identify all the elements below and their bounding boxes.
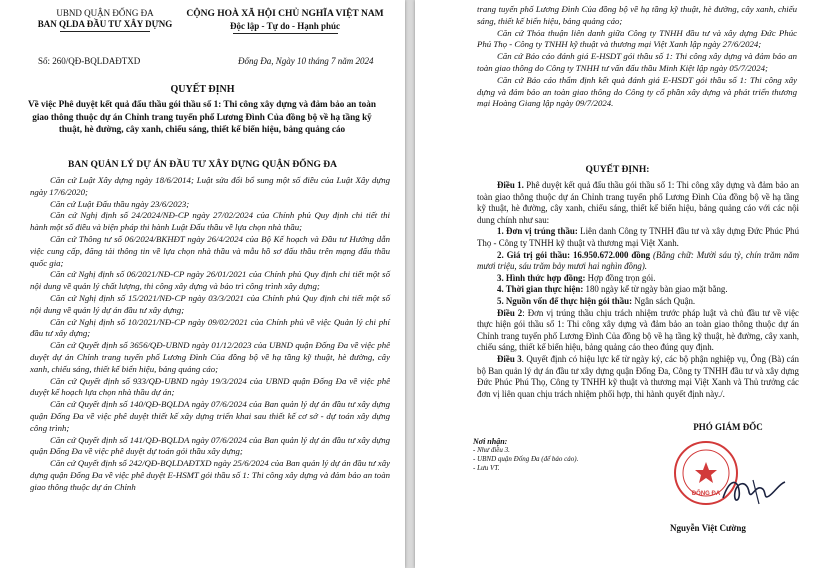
article-2-label: Điều 2 bbox=[497, 307, 523, 318]
item-label: 2. Giá trị gói thầu: 16.950.672.000 đồng bbox=[497, 249, 651, 260]
document-subject: Về việc Phê duyệt kết quả đấu thầu gói thầu số 1: Thi công xây dựng và đảm bảo an toàn giao thông thuộc dự án Chỉnh trang tuyến phố Lương Đình Của đồng bộ về hạ tầng kỹ thuật, hè đường, cây xanh, chiếu sáng, thiết kế biển hiệu, bảng quảng cáo bbox=[28, 99, 376, 134]
item-value: Liên danh Công ty TNHH đầu tư và xây dựng Đức Phúc Phú Thọ - Công ty TNHH kỹ thuật và thương mại Việt Xanh. bbox=[477, 226, 800, 248]
article-2-text: : Đơn vị trúng thầu chịu trách nhiệm trước pháp luật và chủ đầu tư về việc thực hiện gói thầu số 1: Thi công xây dựng và đảm bảo an toàn giao thông thuộc dự án Chỉnh trang tuyến phố Lương Đình Của đồng bộ về hạ tầng kỹ thuật, hè đường, cây xanh, chiếu sáng, thiết kế biển hiệu, bảng quảng cáo theo đúng quy định. bbox=[477, 307, 799, 353]
signer-position: PHÓ GIÁM ĐỐC bbox=[693, 422, 763, 432]
article-3-text: . Quyết định có hiệu lực kể từ ngày ký, các bộ phận nghiệp vụ, Ông (Bà) cán bộ Ban quản lý dự án đầu tư xây dựng quận Đống Đa, Công ty TNHH đầu tư và xây dựng Đức Phúc Phú Thọ, Công ty TNHH kỹ thuật và thương mại Việt Xanh và Thủ trưởng các đơn vị liên quan chịu trách nhiệm phối hợp, thi hành quyết định này./. bbox=[477, 353, 799, 399]
legal-basis: Căn cứ Báo cáo thẩm định kết quả đánh giá E-HSDT gói thầu số 1: Thi công xây dựng và đảm bảo an toàn giao thông do Công ty cổ phần xây dựng và phát triển thương mại Hoàng Giang lập ngày 09/7/2024. bbox=[477, 74, 797, 109]
legal-bases-continued bbox=[477, 4, 797, 110]
article-1-text: Phê duyệt kết quả đấu thầu gói thầu số 1: Thi công xây dựng và đảm bảo an toàn giao thông thuộc dự án Chỉnh trang tuyến phố Lương Đình Của đồng bộ về hạ tầng kỹ thuật, hè đường, cây xanh, chiếu sáng, thiết kế biển hiệu, bảng quảng cáo với các nội dung chính như sau: bbox=[477, 180, 800, 225]
legal-basis-continuation: trang tuyến phố Lương Đình Của đồng bộ về hạ tầng kỹ thuật, hè đường, cây xanh, chiếu sáng, thiết kế biển hiệu, bảng quảng cáo; bbox=[477, 4, 797, 26]
legal-basis: Căn cứ Nghị định số 24/2024/NĐ-CP ngày 27/02/2024 của Chính phủ Quy định chi tiết thi hành một số điều và biện pháp thi hành Luật Đấu thầu về lựa chọn nhà thầu; bbox=[30, 210, 390, 233]
authority-parent: UBND QUẬN ĐỐNG ĐA bbox=[56, 8, 154, 18]
issuer-heading: BAN QUẢN LÝ DỰ ÁN ĐẦU TƯ XÂY DỰNG QUẬN ĐỐNG ĐA bbox=[68, 160, 337, 170]
article-1-label: Điều 1. bbox=[497, 180, 524, 190]
signature-block bbox=[653, 422, 803, 432]
article-3-label: Điều 3 bbox=[497, 353, 522, 364]
legal-basis: Căn cứ Báo cáo đánh giá E-HSDT gói thầu số 1: Thi công xây dựng và đảm bảo an toàn giao thông do Công ty TNHH tư vấn đấu thầu Minh Kiệt lập ngày 05/7/2024; bbox=[477, 51, 797, 73]
item-value: 180 ngày kể từ ngày bàn giao mặt bằng. bbox=[585, 284, 728, 295]
article-1 bbox=[477, 180, 799, 226]
article-1-item bbox=[477, 296, 799, 308]
article-1-item bbox=[477, 226, 799, 249]
decision-heading: QUYẾT ĐỊNH: bbox=[585, 165, 650, 175]
national-motto: Độc lập - Tự do - Hạnh phúc bbox=[229, 21, 340, 31]
item-value: (Bằng chữ: Mười sáu tỷ, chín trăm năm mươi triệu, sáu trăm bảy mươi hai nghìn đồng). bbox=[477, 249, 799, 272]
recipients-block bbox=[473, 437, 578, 473]
legal-basis: Căn cứ Luật Xây dựng ngày 18/6/2014; Luật sửa đổi bổ sung một số điều của Luật Xây dựng ngày 17/6/2020; bbox=[30, 175, 390, 197]
recipient: - Như điều 3. bbox=[473, 446, 510, 454]
document-page-2 bbox=[415, 0, 820, 568]
recipient: - UBND quận Đống Đa (để báo cáo). bbox=[473, 455, 579, 463]
seal-text: ĐỐNG ĐA bbox=[691, 491, 721, 497]
header-underline bbox=[60, 31, 150, 32]
signer-name: Nguyễn Việt Cường bbox=[670, 523, 746, 533]
authority-name: BAN QLDA ĐẦU TƯ XÂY DỰNG bbox=[37, 19, 173, 29]
document-number: Số: 260/QĐ-BQLDAĐTXD bbox=[38, 56, 141, 66]
article-1-item bbox=[477, 284, 799, 296]
article-1-item bbox=[477, 250, 799, 273]
legal-basis: Căn cứ Quyết định số 140/QĐ-BQLDA ngày 07/6/2024 của Ban quản lý dự án đầu tư xây dựng quận Đống Đa về việc phê duyệt thiết kế xây dựng triển khai sau thiết kế cơ sở - dự toán xây dựng công trình; bbox=[30, 399, 390, 433]
legal-basis: Căn cứ Nghị định số 06/2021/NĐ-CP ngày 26/01/2021 của Chính phủ Quy định chi tiết một số nội dung về quản lý chất lượng, thi công xây dựng và bảo trì công trình xây dựng; bbox=[30, 269, 390, 292]
legal-basis: Căn cứ Quyết định số 933/QĐ-UBND ngày 19/3/2024 của UBND quận Đống Đa về việc phê duyệt kế hoạch lựa chọn nhà thầu dự án; bbox=[30, 375, 390, 398]
issuing-authority-header bbox=[30, 8, 180, 32]
national-header bbox=[170, 8, 400, 34]
legal-basis: Căn cứ Thông tư số 06/2024/BKHĐT ngày 26/4/2024 của Bộ Kế hoạch và Đầu tư Hướng dẫn việc cung cấp, đăng tải thông tin về lựa chọn nhà thầu và mẫu hồ sơ đấu thầu trên mạng đấu thầu quốc gia; bbox=[30, 233, 390, 268]
national-title: CỘNG HOÀ XÃ HỘI CHỦ NGHĨA VIỆT NAM bbox=[186, 9, 384, 19]
legal-basis: Căn cứ Nghị định số 15/2021/NĐ-CP ngày 03/3/2021 của Chính phủ Quy định chi tiết một số nội dung về quản lý dự án đầu tư xây dựng; bbox=[30, 292, 390, 315]
legal-basis: Căn cứ Luật Đấu thầu ngày 23/6/2023; bbox=[50, 198, 190, 209]
recipients-title: Nơi nhận: bbox=[473, 437, 508, 446]
legal-basis: Căn cứ Quyết định số 3656/QĐ-UBND ngày 01/12/2023 của UBND quận Đống Đa về việc phê duyệt dự án Chỉnh trang tuyến phố Lương Đình Của đồng bộ về hạ tầng kỹ thuật, hè đường, cây xanh, chiếu sáng, thiết kế biển hiệu, bảng quảng cáo; bbox=[30, 340, 390, 374]
item-value: Hợp đồng trọn gói. bbox=[587, 272, 656, 283]
item-value: Ngân sách Quận. bbox=[634, 295, 696, 306]
legal-basis: Căn cứ Quyết định số 141/QĐ-BQLDA ngày 07/6/2024 của Ban quản lý dự án đầu tư xây dựng quận Đống Đa về việc phê duyệt dự toán gói thầu xây dựng; bbox=[30, 434, 390, 457]
article-1-item bbox=[477, 273, 799, 285]
item-label: 4. Thời gian thực hiện: bbox=[497, 284, 584, 295]
item-label: 3. Hình thức hợp đồng: bbox=[497, 272, 586, 283]
decision-articles bbox=[477, 180, 799, 400]
article-2 bbox=[477, 308, 799, 354]
article-3 bbox=[477, 354, 799, 400]
item-label: 1. Đơn vị trúng thầu: bbox=[497, 226, 578, 237]
item-label: 5. Nguồn vốn để thực hiện gói thầu: bbox=[497, 295, 633, 306]
legal-bases bbox=[30, 175, 390, 494]
motto-underline bbox=[233, 33, 338, 34]
recipient: - Lưu VT. bbox=[473, 464, 500, 472]
legal-basis: Căn cứ Thỏa thuận liên danh giữa Công ty TNHH đầu tư và xây dựng Đức Phúc Phú Thọ - Công ty TNHH kỹ thuật và thương mại Việt Xanh lập ngày 27/6/2024; bbox=[477, 27, 797, 50]
legal-basis: Căn cứ Quyết định số 242/QĐ-BQLDAĐTXD ngày 25/6/2024 của Ban quản lý dự án đầu tư xây dựng quận Đống Đa về việc phê duyệt E-HSMT gói thầu số 1: Thi công xây dựng và đảm bảo an toàn giao thông thuộc dự án Chỉnh bbox=[30, 458, 390, 492]
place-date: Đống Đa, Ngày 10 tháng 7 năm 2024 bbox=[238, 56, 374, 66]
document-type-title: QUYẾT ĐỊNH bbox=[170, 84, 235, 95]
legal-basis: Căn cứ Nghị định số 10/2021/NĐ-CP ngày 09/02/2021 của Chính phủ về việc Quản lý chi phí đầu tư xây dựng; bbox=[30, 316, 390, 339]
document-page-1 bbox=[0, 0, 405, 568]
handwritten-signature-icon bbox=[719, 470, 789, 510]
